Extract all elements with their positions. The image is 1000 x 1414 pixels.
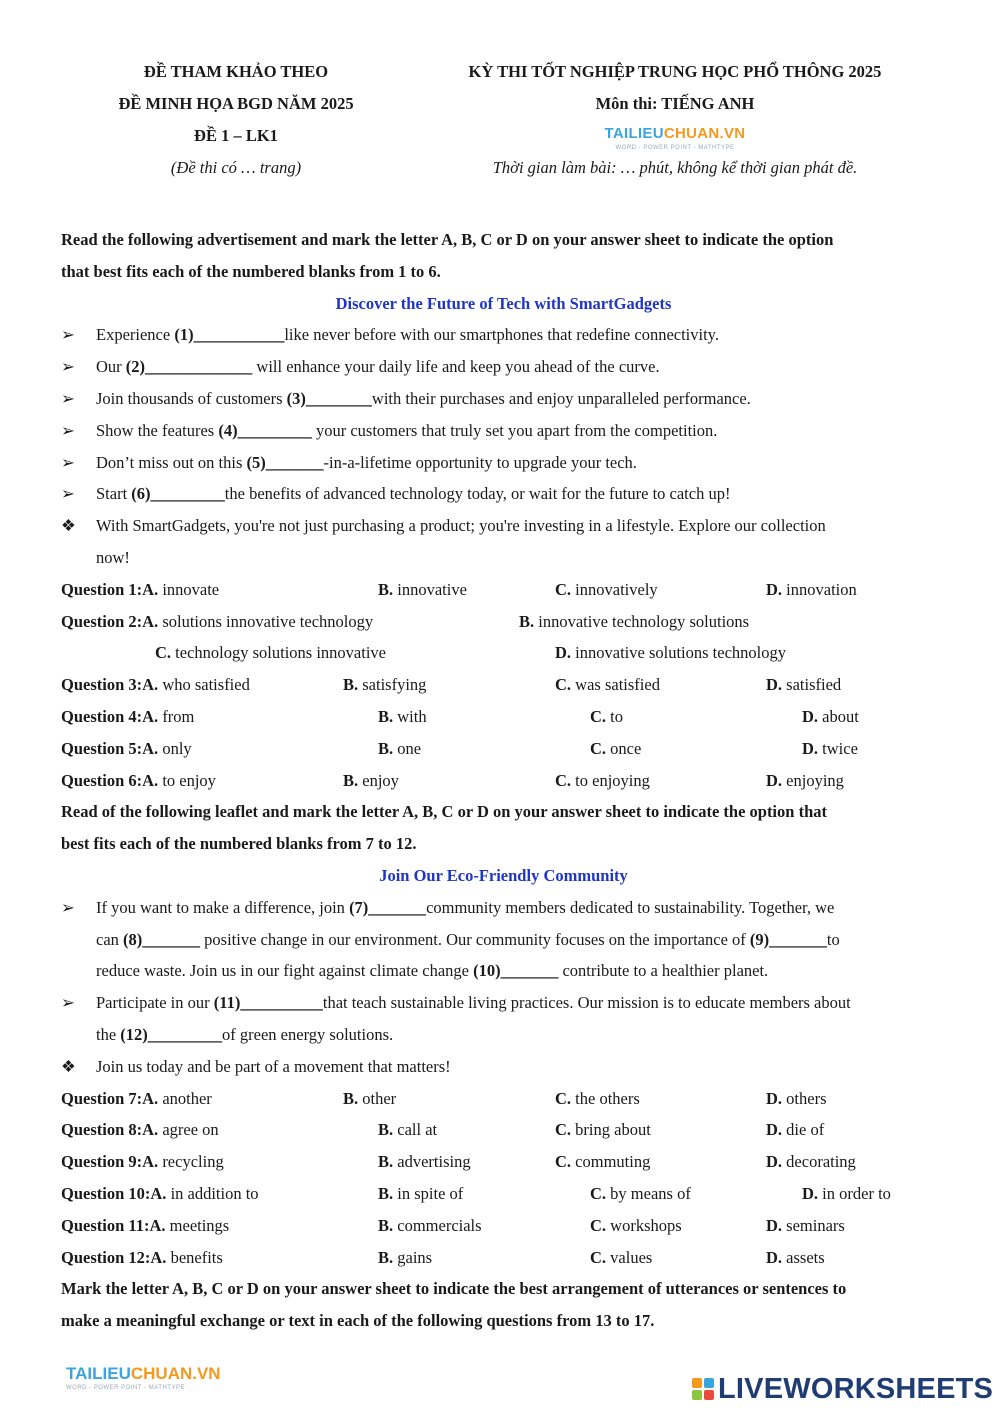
question-label: Question 5: — [61, 738, 143, 758]
header-left-note: (Đề thi có … trang) — [170, 158, 302, 177]
blank-2[interactable]: (2)_____________ — [125, 357, 253, 377]
option-text: enjoying — [786, 770, 844, 790]
option-letter: D. — [766, 1088, 783, 1108]
arrow-bullet-icon: ➢ — [61, 388, 75, 408]
leaflet-paragraph-1-line-1 — [61, 892, 946, 924]
option-letter: A. — [142, 1120, 159, 1140]
option-d[interactable] — [766, 765, 844, 797]
text: Join us today and be part of a movement that matters! — [96, 1056, 451, 1076]
option-text: decorating — [786, 1152, 856, 1172]
option-text: enjoy — [362, 770, 399, 790]
advert-bullet — [61, 478, 946, 510]
option-text: another — [162, 1088, 212, 1108]
option-text: advertising — [397, 1152, 471, 1172]
question-row — [61, 1178, 946, 1210]
header-logo — [420, 120, 930, 154]
text: of green energy solutions. — [222, 1024, 394, 1044]
exam-subject: Môn thi: TIẾNG ANH — [595, 94, 755, 113]
liveworksheets-icon — [692, 1378, 714, 1400]
option-letter: D. — [766, 770, 783, 790]
footer-logo — [66, 1364, 221, 1392]
logo-part-a: TAILIEU — [604, 125, 664, 142]
option-letter: C. — [590, 706, 607, 726]
question-row — [61, 1242, 946, 1274]
text: If you want to make a difference, join — [96, 897, 350, 917]
option-letter: A. — [142, 770, 159, 790]
option-b[interactable] — [519, 606, 749, 638]
option-letter: D. — [802, 738, 819, 758]
option-a[interactable] — [142, 1120, 219, 1139]
section2-instruction-line-1: Read of the following leaflet and mark the letter A, B, C or D on your answer sheet to indicate the option that — [61, 802, 827, 822]
option-letter: A. — [142, 738, 159, 758]
option-text: die of — [786, 1120, 825, 1140]
option-b[interactable] — [343, 765, 399, 797]
option-letter: B. — [378, 579, 394, 599]
section1-instruction-line-1: Read the following advertisement and mark the letter A, B, C or D on your answer sheet to indicate the option — [61, 230, 834, 249]
text: that teach sustainable living practices. Our mission is to educate members about — [322, 993, 851, 1013]
leaflet-paragraph-1-line-3 — [61, 955, 946, 987]
option-b[interactable] — [378, 1210, 482, 1242]
section2-instruction-line-2: best fits each of the numbered blanks from 7 to 12. — [61, 834, 417, 854]
option-letter: C. — [555, 770, 572, 790]
option-text: seminars — [786, 1215, 845, 1235]
advert-bullet — [61, 351, 946, 383]
option-letter: C. — [555, 1152, 572, 1172]
option-text: workshops — [610, 1215, 682, 1235]
option-text: other — [362, 1088, 397, 1108]
option-text: commuting — [575, 1152, 651, 1172]
option-letter: B. — [343, 675, 359, 695]
option-d[interactable] — [766, 669, 841, 701]
option-c[interactable] — [590, 1210, 682, 1242]
option-b[interactable] — [378, 701, 427, 733]
section1-instruction-line-2: that best fits each of the numbered blanks from 1 to 6. — [61, 261, 441, 281]
blank-3[interactable]: (3)________ — [286, 388, 372, 408]
arrow-bullet-icon: ➢ — [61, 897, 75, 917]
option-c[interactable] — [155, 637, 386, 669]
question-label: Question 7: — [61, 1088, 143, 1108]
option-letter: B. — [519, 611, 535, 631]
footer-logo-part-a: TAILIEU — [66, 1364, 131, 1383]
option-a[interactable] — [150, 1184, 258, 1203]
option-letter: D. — [766, 1152, 783, 1172]
text: positive change in our environment. Our community focuses on the importance of — [200, 929, 750, 949]
question-row-cont — [61, 637, 946, 669]
option-text: the others — [575, 1088, 640, 1108]
option-text: bring about — [575, 1120, 651, 1140]
option-d[interactable] — [766, 1083, 827, 1115]
option-c[interactable] — [555, 574, 658, 606]
arrow-bullet-icon: ➢ — [61, 357, 75, 377]
section3-instruction-line-2: make a meaningful exchange or text in each of the following questions from 13 to 17. — [61, 1311, 655, 1331]
option-a[interactable] — [142, 675, 250, 694]
diamond-bullet-icon: ❖ — [61, 1056, 76, 1076]
leaflet-paragraph-2-line-2 — [61, 1019, 946, 1051]
option-b[interactable] — [378, 733, 421, 765]
advert-closing-line-1: With SmartGadgets, you're not just purchasing a product; you're investing in a lifestyle. Explore our collection — [96, 516, 826, 536]
option-letter: B. — [378, 1247, 394, 1267]
option-letter: D. — [766, 579, 783, 599]
text: will enhance your daily life and keep you ahead of the curve. — [252, 357, 660, 377]
option-letter: D. — [555, 643, 572, 663]
option-b[interactable] — [378, 1178, 463, 1210]
option-letter: B. — [378, 706, 394, 726]
option-a[interactable] — [142, 707, 194, 726]
option-text: innovative technology solutions — [538, 611, 750, 631]
text: community members dedicated to sustainability. Together, we — [426, 897, 835, 917]
arrow-bullet-icon: ➢ — [61, 993, 75, 1013]
option-text: only — [162, 738, 192, 758]
question-label: Question 2: — [61, 611, 143, 631]
option-a[interactable] — [142, 612, 373, 631]
option-letter: B. — [378, 1152, 394, 1172]
option-text: innovative — [397, 579, 467, 599]
option-text: innovation — [786, 579, 857, 599]
blank-11[interactable]: (11)__________ — [213, 993, 323, 1013]
question-row — [61, 606, 946, 638]
option-b[interactable] — [378, 1146, 471, 1178]
option-c[interactable] — [555, 765, 650, 797]
blank-4[interactable]: (4)_________ — [218, 420, 312, 440]
text: Start — [96, 484, 132, 504]
option-text: innovative solutions technology — [575, 643, 786, 663]
blank-12[interactable]: (12)_________ — [120, 1024, 223, 1044]
option-c[interactable] — [590, 733, 641, 765]
option-text: about — [822, 706, 859, 726]
option-b[interactable] — [378, 1114, 437, 1146]
option-letter: C. — [590, 1247, 607, 1267]
option-c[interactable] — [555, 1146, 650, 1178]
liveworksheets-brand: LIVEWORKSHEETS — [718, 1373, 994, 1405]
text: like never before with our smartphones that redefine connectivity. — [284, 325, 719, 345]
option-d[interactable] — [802, 701, 859, 733]
option-letter: A. — [142, 1088, 159, 1108]
blank-9[interactable]: (9)_______ — [749, 929, 827, 949]
section3-instruction-line-1: Mark the letter A, B, C or D on your answer sheet to indicate the best arrangement of utterances or sentences to — [61, 1279, 847, 1299]
arrow-bullet-icon: ➢ — [61, 325, 75, 345]
option-text: values — [610, 1247, 653, 1267]
option-letter: C. — [155, 643, 172, 663]
logo-subtitle: WORD - POWER POINT - MATHTYPE — [615, 145, 735, 151]
option-d[interactable] — [766, 1242, 825, 1274]
option-text: once — [610, 738, 642, 758]
advert-bullet — [61, 319, 946, 351]
advert-bullet — [61, 383, 946, 415]
option-c[interactable] — [590, 1242, 652, 1274]
question-label: Question 1: — [61, 579, 143, 599]
question-row — [61, 765, 946, 797]
option-letter: A. — [150, 1183, 167, 1203]
option-c[interactable] — [555, 1083, 640, 1115]
option-text: solutions innovative technology — [162, 611, 374, 631]
option-letter: D. — [766, 675, 783, 695]
advert-closing-line-2: now! — [96, 547, 130, 567]
option-letter: B. — [378, 738, 394, 758]
header-left-line-1: ĐỀ THAM KHẢO THEO — [143, 62, 329, 81]
option-letter: B. — [343, 770, 359, 790]
question-label: Question 6: — [61, 770, 143, 790]
option-text: satisfied — [786, 675, 842, 695]
option-text: call at — [397, 1120, 438, 1140]
question-label: Question 3: — [61, 675, 143, 695]
arrow-bullet-icon: ➢ — [61, 420, 75, 440]
arrow-bullet-icon: ➢ — [61, 452, 75, 472]
text: with their purchases and enjoy unparalleled performance. — [371, 388, 751, 408]
option-d[interactable] — [555, 637, 786, 669]
option-letter: C. — [555, 1088, 572, 1108]
text: the benefits of advanced technology today, or wait for the future to catch up! — [224, 484, 731, 504]
option-c[interactable] — [590, 1178, 691, 1210]
advert-bullet — [61, 447, 946, 479]
exam-content — [61, 224, 946, 1337]
option-letter: C. — [590, 738, 607, 758]
question-row — [61, 574, 946, 606]
advert-closing — [61, 510, 946, 542]
option-text: was satisfied — [575, 675, 660, 695]
option-letter: D. — [802, 706, 819, 726]
leaflet-closing — [61, 1051, 946, 1083]
text: Show the features — [96, 420, 219, 440]
header-left-line-2: ĐỀ MINH HỌA BGD NĂM 2025 — [118, 94, 354, 113]
question-row — [61, 1210, 946, 1242]
footer-logo-part-b: CHUAN.VN — [130, 1364, 221, 1383]
text: reduce waste. Join us in our fight against climate change — [96, 961, 474, 981]
blank-10[interactable]: (10)_______ — [473, 961, 559, 981]
option-a[interactable] — [142, 1152, 224, 1171]
option-b[interactable] — [343, 1083, 396, 1115]
option-d[interactable] — [766, 1114, 824, 1146]
text: Our — [96, 357, 126, 377]
text: -in-a-lifetime opportunity to upgrade your tech. — [323, 452, 637, 472]
option-text: recycling — [162, 1152, 224, 1172]
option-a[interactable] — [142, 739, 192, 758]
text: Participate in our — [96, 993, 214, 1013]
option-b[interactable] — [378, 574, 467, 606]
option-text: in order to — [822, 1183, 891, 1203]
diamond-bullet-icon: ❖ — [61, 516, 76, 536]
question-label: Question 11: — [61, 1215, 150, 1235]
option-text: benefits — [170, 1247, 223, 1267]
question-row — [61, 1146, 946, 1178]
question-row — [61, 1114, 946, 1146]
option-text: to enjoying — [575, 770, 650, 790]
option-b[interactable] — [378, 1242, 432, 1274]
question-row — [61, 1083, 946, 1115]
option-d[interactable] — [802, 1178, 891, 1210]
option-text: in spite of — [397, 1183, 464, 1203]
option-letter: A. — [149, 1215, 166, 1235]
option-a[interactable] — [142, 580, 219, 599]
option-text: others — [786, 1088, 827, 1108]
option-letter: C. — [590, 1215, 607, 1235]
header-right — [420, 56, 930, 184]
advert-bullet — [61, 415, 946, 447]
option-letter: B. — [378, 1215, 394, 1235]
option-text: who satisfied — [162, 675, 250, 695]
option-letter: A. — [142, 611, 159, 631]
option-a[interactable] — [149, 1216, 229, 1235]
text: to — [826, 929, 840, 949]
option-b[interactable] — [343, 669, 426, 701]
text: contribute to a healthier planet. — [558, 961, 769, 981]
option-letter: B. — [343, 1088, 359, 1108]
option-text: by means of — [610, 1183, 691, 1203]
question-label: Question 10: — [61, 1183, 151, 1203]
text: the — [96, 1024, 121, 1044]
blank-5[interactable]: (5)_______ — [246, 452, 324, 472]
question-row — [61, 669, 946, 701]
option-letter: C. — [590, 1183, 607, 1203]
advert-title: Discover the Future of Tech with SmartGadgets — [335, 293, 672, 313]
option-letter: A. — [142, 675, 159, 695]
option-letter: A. — [142, 706, 159, 726]
header-left-line-3: ĐỀ 1 – LK1 — [194, 126, 278, 145]
leaflet-paragraph-1-line-2 — [61, 924, 946, 956]
option-letter: D. — [802, 1183, 819, 1203]
option-c[interactable] — [555, 669, 660, 701]
option-d[interactable] — [766, 1146, 856, 1178]
option-text: to enjoy — [162, 770, 216, 790]
option-letter: B. — [378, 1183, 394, 1203]
option-letter: C. — [555, 579, 572, 599]
question-label: Question 9: — [61, 1152, 143, 1172]
question-row — [61, 733, 946, 765]
question-label: Question 8: — [61, 1120, 143, 1140]
text: Experience — [96, 325, 175, 345]
header-left — [86, 56, 386, 184]
option-text: satisfying — [362, 675, 427, 695]
text: Join thousands of customers — [96, 388, 287, 408]
option-text: twice — [822, 738, 858, 758]
option-text: from — [162, 706, 195, 726]
option-d[interactable] — [766, 574, 857, 606]
question-label: Question 4: — [61, 706, 143, 726]
option-text: technology solutions innovative — [175, 643, 386, 663]
arrow-bullet-icon: ➢ — [61, 484, 75, 504]
option-d[interactable] — [802, 733, 858, 765]
option-letter: B. — [378, 1120, 394, 1140]
text: can — [96, 929, 124, 949]
option-text: meetings — [169, 1215, 230, 1235]
blank-8[interactable]: (8)_______ — [123, 929, 201, 949]
option-text: commercials — [397, 1215, 482, 1235]
option-a[interactable] — [142, 1089, 212, 1108]
blank-6[interactable]: (6)_________ — [131, 484, 225, 504]
footer-logo-subtitle: WORD - POWER POINT - MATHTYPE — [66, 1385, 185, 1391]
option-letter: D. — [766, 1247, 783, 1267]
option-letter: A. — [150, 1247, 167, 1267]
option-text: to — [610, 706, 624, 726]
option-a[interactable] — [142, 771, 216, 790]
exam-title: KỲ THI TỐT NGHIỆP TRUNG HỌC PHỔ THÔNG 2025 — [468, 62, 882, 81]
option-text: with — [397, 706, 427, 726]
leaflet-paragraph-2-line-1 — [61, 987, 946, 1019]
option-text: in addition to — [170, 1183, 259, 1203]
question-label: Question 12: — [61, 1247, 151, 1267]
option-letter: D. — [766, 1215, 783, 1235]
option-letter: D. — [766, 1120, 783, 1140]
blank-7[interactable]: (7)_______ — [349, 897, 427, 917]
option-c[interactable] — [590, 701, 623, 733]
question-row — [61, 701, 946, 733]
option-d[interactable] — [766, 1210, 845, 1242]
option-text: agree on — [162, 1120, 219, 1140]
text: your customers that truly set you apart from the competition. — [311, 420, 718, 440]
option-letter: C. — [555, 675, 572, 695]
option-c[interactable] — [555, 1114, 651, 1146]
exam-time-note: Thời gian làm bài: … phút, không kể thời gian phát đề. — [492, 158, 858, 177]
option-text: innovate — [162, 579, 220, 599]
option-letter: C. — [555, 1120, 572, 1140]
option-text: innovatively — [575, 579, 658, 599]
option-text: one — [397, 738, 422, 758]
text: Don’t miss out on this — [96, 452, 247, 472]
option-a[interactable] — [150, 1248, 222, 1267]
logo-part-b: CHUAN.VN — [663, 125, 746, 142]
option-text: gains — [397, 1247, 433, 1267]
option-letter: A. — [142, 579, 159, 599]
blank-1[interactable]: (1)___________ — [174, 325, 285, 345]
option-letter: A. — [142, 1152, 159, 1172]
leaflet-title: Join Our Eco-Friendly Community — [379, 865, 628, 885]
option-text: assets — [786, 1247, 825, 1267]
